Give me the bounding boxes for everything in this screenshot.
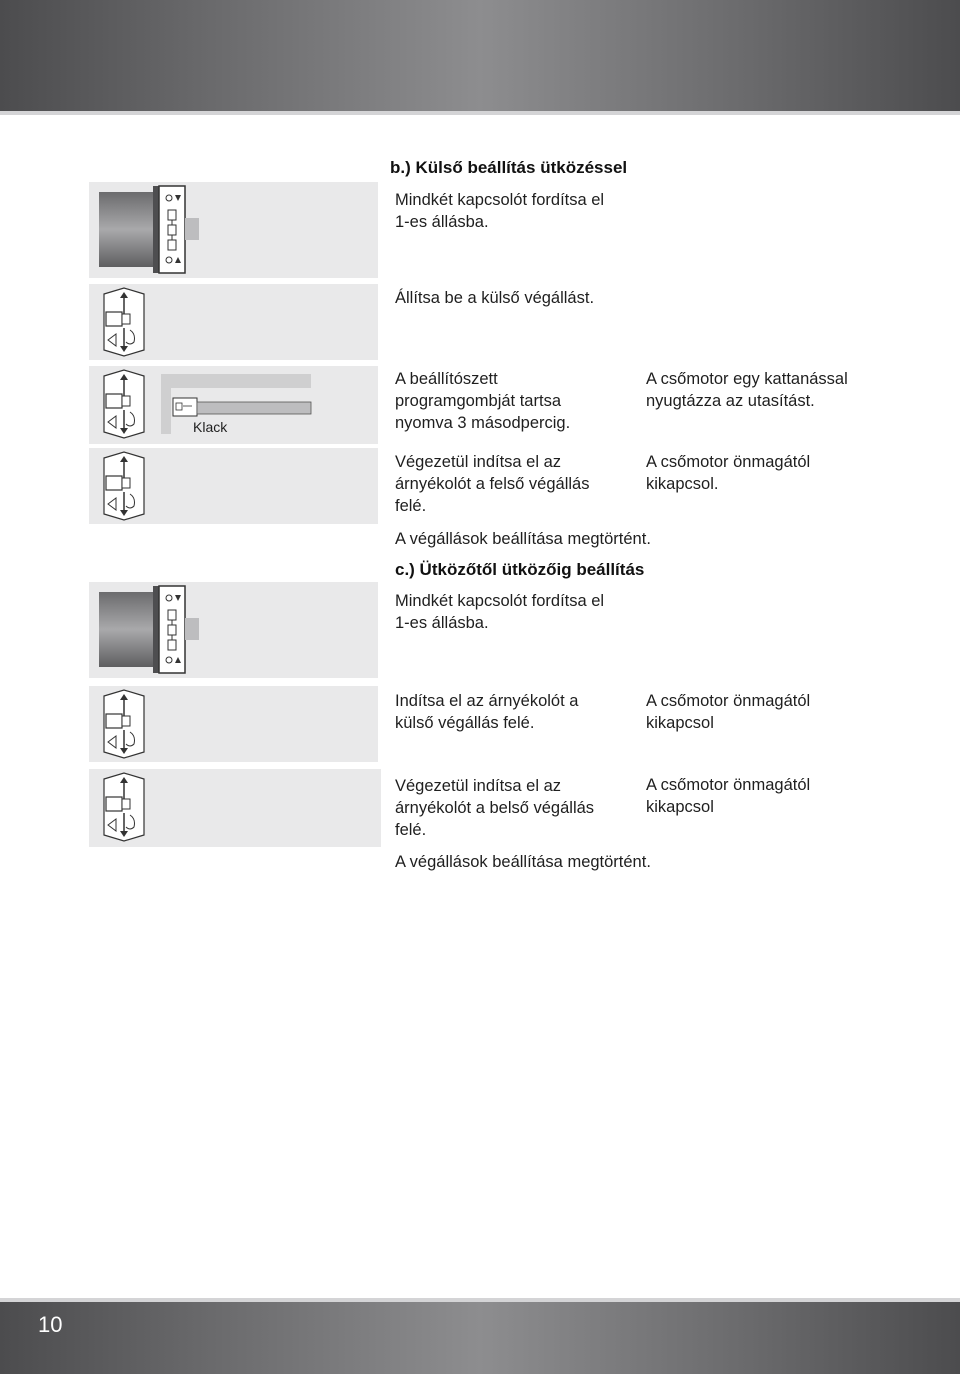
remote-control-icon xyxy=(96,366,156,444)
remote-panel-b-program xyxy=(89,366,378,444)
remote-panel-b-set-limit xyxy=(89,284,378,360)
section-b-heading: b.) Külső beállítás ütközéssel xyxy=(390,158,628,177)
motor-with-setting-tool-icon xyxy=(161,374,313,434)
remote-control-icon xyxy=(96,686,156,762)
remote-panel-c-outer xyxy=(89,686,378,762)
section-c-step2-text: Indítsa el az árnyékolót a külső végállás felé. xyxy=(395,692,579,732)
section-b-step3-text: A beállítószett programgombját tartsa nyomva 3 másodpercig. xyxy=(395,370,571,432)
section-b-step1-text: Mindkét kapcsolót fordítsa el 1-es állásba. xyxy=(395,191,605,231)
section-c-step3-result: A csőmotor önmagától kikapcsol xyxy=(646,776,811,816)
section-c-step3-text: Végezetül indítsa el az árnyékolót a belső végállás felé. xyxy=(395,777,595,839)
tubular-motor-icon xyxy=(89,182,378,278)
page-header-bar xyxy=(0,0,960,115)
page-number: 10 xyxy=(38,1312,63,1337)
section-b-step2-text: Állítsa be a külső végállást. xyxy=(395,289,595,307)
klack-label: Klack xyxy=(193,419,228,435)
section-b-step4-result: A csőmotor önmagától kikapcsol. xyxy=(646,453,811,493)
tubular-motor-icon xyxy=(89,582,378,678)
motor-panel-b xyxy=(89,182,378,278)
section-b-done-text: A végállások beállítása megtörtént. xyxy=(395,530,651,548)
section-b-step4-text: Végezetül indítsa el az árnyékolót a felső végállás felé. xyxy=(395,453,590,515)
remote-control-icon xyxy=(96,769,156,847)
section-c-heading: c.) Ütközőtől ütközőig beállítás xyxy=(395,560,645,579)
remote-control-icon xyxy=(96,448,156,524)
section-b-step3-result: A csőmotor egy kattanással nyugtázza az utasítást. xyxy=(646,370,848,410)
section-c-step2-result: A csőmotor önmagától kikapcsol xyxy=(646,692,811,732)
remote-panel-c-inner xyxy=(89,769,381,847)
motor-panel-c xyxy=(89,582,378,678)
section-c-step1-text: Mindkét kapcsolót fordítsa el 1-es állásba. xyxy=(395,592,605,632)
page-footer-bar xyxy=(0,1298,960,1374)
section-c-done-text: A végállások beállítása megtörtént. xyxy=(395,853,651,871)
remote-control-icon xyxy=(96,284,156,360)
remote-panel-b-start xyxy=(89,448,378,524)
